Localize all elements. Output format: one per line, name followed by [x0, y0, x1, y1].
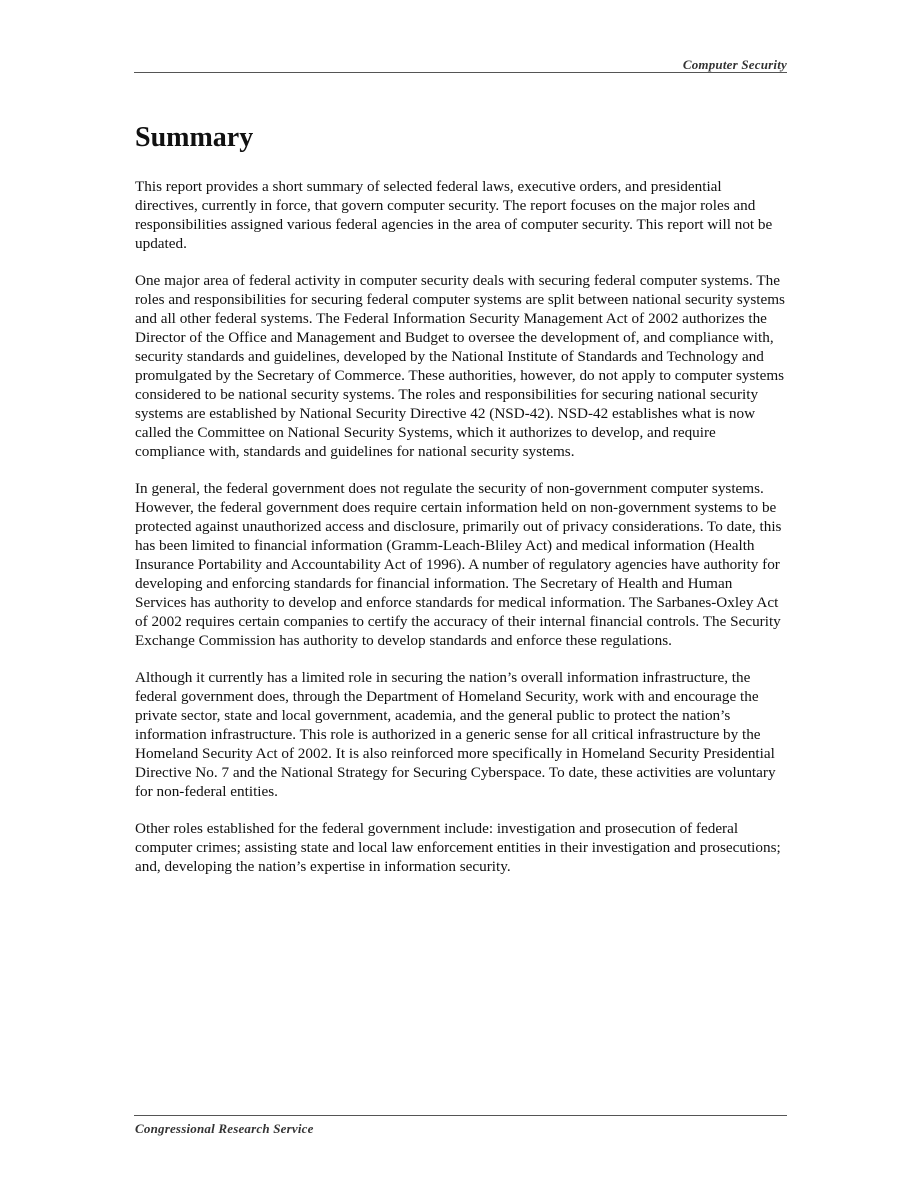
paragraph: Although it currently has a limited role in securing the nation’s overall information infrastructure, the federal government does, through the Department of Homeland Security, work with and encourage the private sector, state and local government, academia, and the general public to protect the nation’s information infrastructure. This role is authorized in a generic sense for all critical infrastructure by the Homeland Security Act of 2002. It is also reinforced more specifically in Homeland Security Presidential Directive No. 7 and the National Strategy for Securing Cyberspace. To date, these activities are voluntary for non-federal entities.: [135, 669, 776, 800]
paragraph: This report provides a short summary of selected federal laws, executive orders, and presidential directives, currently in force, that govern computer security. The report focuses on the major roles and responsibilities assigned various federal agencies in the area of computer security. This report will not be updated.: [135, 178, 773, 252]
paragraph: In general, the federal government does not regulate the security of non-government computer systems. However, the federal government does require certain information held on non-government systems to be protected against unauthorized access and disclosure, primarily out of privacy considerations. To date, this has been limited to financial information (Gramm-Leach-Bliley Act) and medical information (Health Insurance Portability and Accountability Act of 1996). A number of regulatory agencies have authority for developing and enforcing standards for financial information. The Secretary of Health and Human Services has authority to develop and enforce standards for medical information. The Sarbanes-Oxley Act of 2002 requires certain companies to certify the accuracy of their internal financial controls. The Security Exchange Commission has authority to develop standards and enforce these regulations.: [135, 480, 782, 649]
paragraph: One major area of federal activity in computer security deals with securing federal computer systems. The roles and responsibilities for securing federal computer systems are split between national security systems and all other federal systems. The Federal Information Security Management Act of 2002 authorizes the Director of the Office and Management and Budget to oversee the development of, and compliance with, security standards and guidelines, developed by the National Institute of Standards and Technology and promulgated by the Secretary of Commerce. These authorities, however, do not apply to computer systems considered to be national security systems. The roles and responsibilities for securing national security systems are established by National Security Directive 42 (NSD-42). NSD-42 establishes what is now called the Committee on National Security Systems, which it authorizes to develop, and require compliance with, standards and guidelines for national security systems.: [135, 272, 785, 460]
section-title: Summary: [135, 122, 254, 153]
running-footer: Congressional Research Service: [135, 1121, 314, 1136]
footer-divider: [134, 1115, 787, 1116]
paragraph: Other roles established for the federal government include: investigation and prosecution of federal computer crimes; assisting state and local law enforcement entities in their investigation and prosecutions; and, developing the nation’s expertise in information security.: [135, 820, 781, 875]
header-divider: [134, 72, 787, 73]
running-header: Computer Security: [682, 57, 787, 72]
summary-body: [135, 177, 787, 894]
